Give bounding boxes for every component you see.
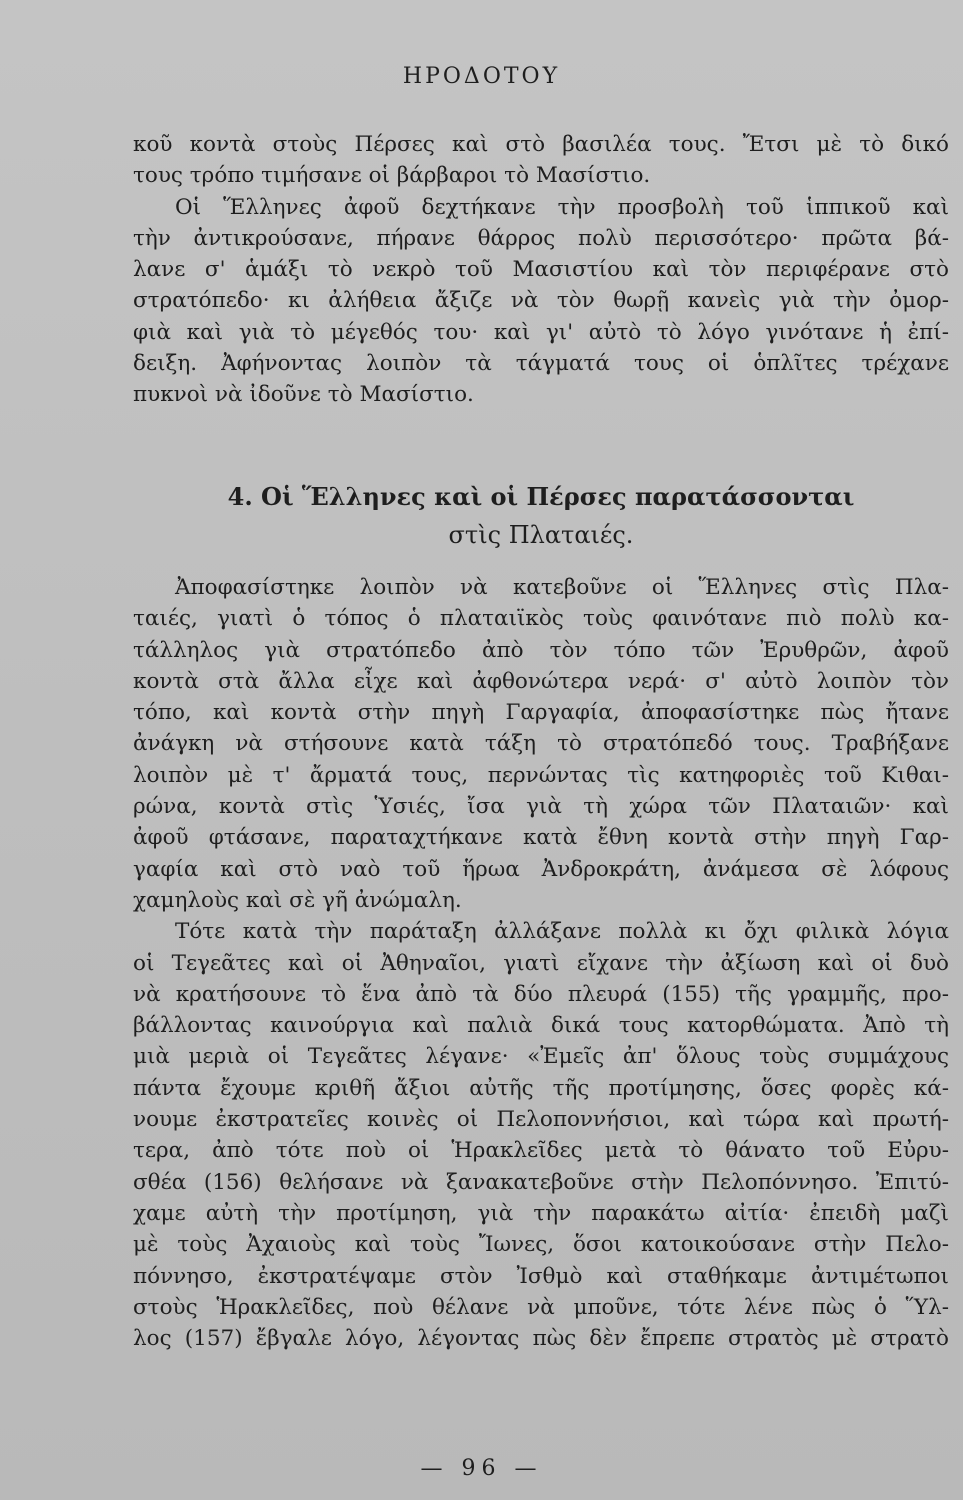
text-line: βάλλοντας καινούργια καὶ παλιὰ δικά τους κατορθώματα. Ἀπὸ τὴ	[133, 1013, 949, 1039]
paragraph-2	[133, 572, 949, 1354]
text-line: ρώνα, κοντὰ στὶς Ὑσιές, ἴσα γιὰ τὴ χώρα τῶν Πλαταιῶν· καὶ	[133, 794, 949, 820]
text-line: μὲ τοὺς Ἀχαιοὺς καὶ τοὺς Ἴωνες, ὅσοι κατοικούσανε στὴν Πελο-	[133, 1232, 949, 1258]
text-line: ταιές, γιατὶ ὁ τόπος ὁ πλαταιϊκὸς τοὺς φαινότανε πιὸ πολὺ κα-	[133, 606, 949, 632]
text-line: δειξη. Ἀφήνοντας λοιπὸν τὰ τάγματά τους οἱ ὁπλῖτες τρέχανε	[133, 351, 949, 377]
text-line: πυκνοὶ νὰ ἰδοῦνε τὸ Μασίστιο.	[133, 382, 474, 408]
section-heading-line-2: στὶς Πλαταιές.	[448, 521, 634, 549]
section-heading	[133, 478, 949, 554]
text-line: τάλληλος γιὰ στρατόπεδο ἀπὸ τὸν τόπο τῶν Ἐρυθρῶν, ἀφοῦ	[133, 637, 949, 663]
text-line: κοῦ κοντὰ στοὺς Πέρσες καὶ στὸ βασιλέα τους. Ἔτσι μὲ τὸ δικό	[133, 132, 949, 157]
text-line: πόννησο, ἐκστρατέψαμε στὸν Ἰσθμὸ καὶ σταθήκαμε ἀντιμέτωποι	[133, 1263, 949, 1289]
text-line: στρατόπεδο· κι ἀλήθεια ἄξιζε νὰ τὸν θωρῇ κανεὶς γιὰ τὴν ὀμορ-	[133, 288, 949, 314]
text-line: τόπο, καὶ κοντὰ στὴν πηγὴ Γαργαφία, ἀποφασίστηκε πὼς ἤτανε	[133, 700, 949, 726]
text-line: τερα, ἀπὸ τότε ποὺ οἱ Ἡρακλεῖδες μετὰ τὸ θάνατο τοῦ Εὐρυ-	[133, 1138, 949, 1164]
section-heading-line-1: 4. Οἱ Ἕλληνες καὶ οἱ Πέρσες παρατάσσονται	[227, 482, 855, 511]
running-head: ΗΡΟΔΟΤΟΥ	[402, 64, 561, 89]
text-line: πάντα ἔχουμε κριθῆ ἄξιοι αὐτῆς τῆς προτίμησης, ὅσες φορὲς κά-	[133, 1075, 949, 1101]
text-line: γαφία καὶ στὸ ναὸ τοῦ ἥρωα Ἀνδροκράτη, ἀνάμεσα σὲ λόφους	[133, 856, 949, 882]
text-line: νουμε ἐκστρατεῖες κοινὲς οἱ Πελοποννήσιοι, καὶ τώρα καὶ πρωτή-	[133, 1107, 949, 1133]
text-line: σθέα (156) θελήσανε νὰ ξανακατεβοῦνε στὴν Πελοπόννησο. Ἐπιτύ-	[133, 1169, 949, 1195]
paragraph-1	[133, 129, 949, 411]
text-line: χαμε αὐτὴ τὴν προτίμηση, γιὰ τὴν παρακάτω αἰτία· ἐπειδὴ μαζὶ	[133, 1200, 949, 1226]
text-line: ἀνάγκη νὰ στήσουνε κατὰ τάξη τὸ στρατόπεδό τους. Τραβήξανε	[133, 731, 949, 757]
text-line: λανε σ' ἁμάξι τὸ νεκρὸ τοῦ Μασιστίου καὶ τὸν περιφέρανε στὸ	[133, 257, 949, 283]
text-line: χαμηλοὺς καὶ σὲ γῆ ἀνώμαλη.	[133, 887, 462, 913]
text-line: τὴν ἀντικρούσανε, πήρανε θάρρος πολὺ περισσότερο· πρῶτα βά-	[133, 225, 949, 251]
text-line: νὰ κρατήσουνε τὸ ἕνα ἀπὸ τὰ δύο πλευρά (155) τῆς γραμμῆς, προ-	[133, 981, 949, 1007]
text-line: κοντὰ στὰ ἄλλα εἶχε καὶ ἀφθονώτερα νερά· σ' αὐτὸ λοιπὸν τὸν	[133, 668, 949, 694]
text-line: μιὰ μεριὰ οἱ Τεγεᾶτες λέγανε· «Ἐμεῖς ἀπ' ὅλους τοὺς συμμάχους	[133, 1044, 949, 1070]
text-line: Οἱ Ἕλληνες ἀφοῦ δεχτήκανε τὴν προσβολὴ τοῦ ἱππικοῦ καὶ	[175, 194, 949, 220]
text-line: Τότε κατὰ τὴν παράταξη ἀλλάξανε πολλὰ κι ὄχι φιλικὰ λόγια	[175, 919, 949, 945]
text-line: Ἀποφασίστηκε λοιπὸν νὰ κατεβοῦνε οἱ Ἕλληνες στὶς Πλα-	[175, 575, 949, 600]
text-line: τους τρόπο τιμήσανε οἱ βάρβαροι τὸ Μασίστιο.	[133, 163, 651, 189]
text-line: φιὰ καὶ γιὰ τὸ μέγεθός του· καὶ γι' αὐτὸ τὸ λόγο γινότανε ἡ ἐπί-	[133, 319, 949, 345]
text-line: στοὺς Ἡρακλεῖδες, ποὺ θέλανε νὰ μποῦνε, τότε λένε πὼς ὁ Ὕλ-	[133, 1294, 949, 1320]
text-line: λος (157) ἔβγαλε λόγο, λέγοντας πὼς δὲν ἔπρεπε στρατὸς μὲ στρατὸ	[133, 1326, 949, 1352]
page-number: — 96 —	[420, 1456, 543, 1481]
text-line: οἱ Τεγεᾶτες καὶ οἱ Ἀθηναῖοι, γιατὶ εἴχανε τὴν ἀξίωση καὶ οἱ δυὸ	[133, 950, 949, 976]
text-line: ἀφοῦ φτάσανε, παραταχτήκανε κατὰ ἔθνη κοντὰ στὴν πηγὴ Γαρ-	[133, 825, 949, 851]
text-line: λοιπὸν μὲ τ' ἄρματά τους, περνώντας τὶς κατηφοριὲς τοῦ Κιθαι-	[133, 762, 949, 788]
